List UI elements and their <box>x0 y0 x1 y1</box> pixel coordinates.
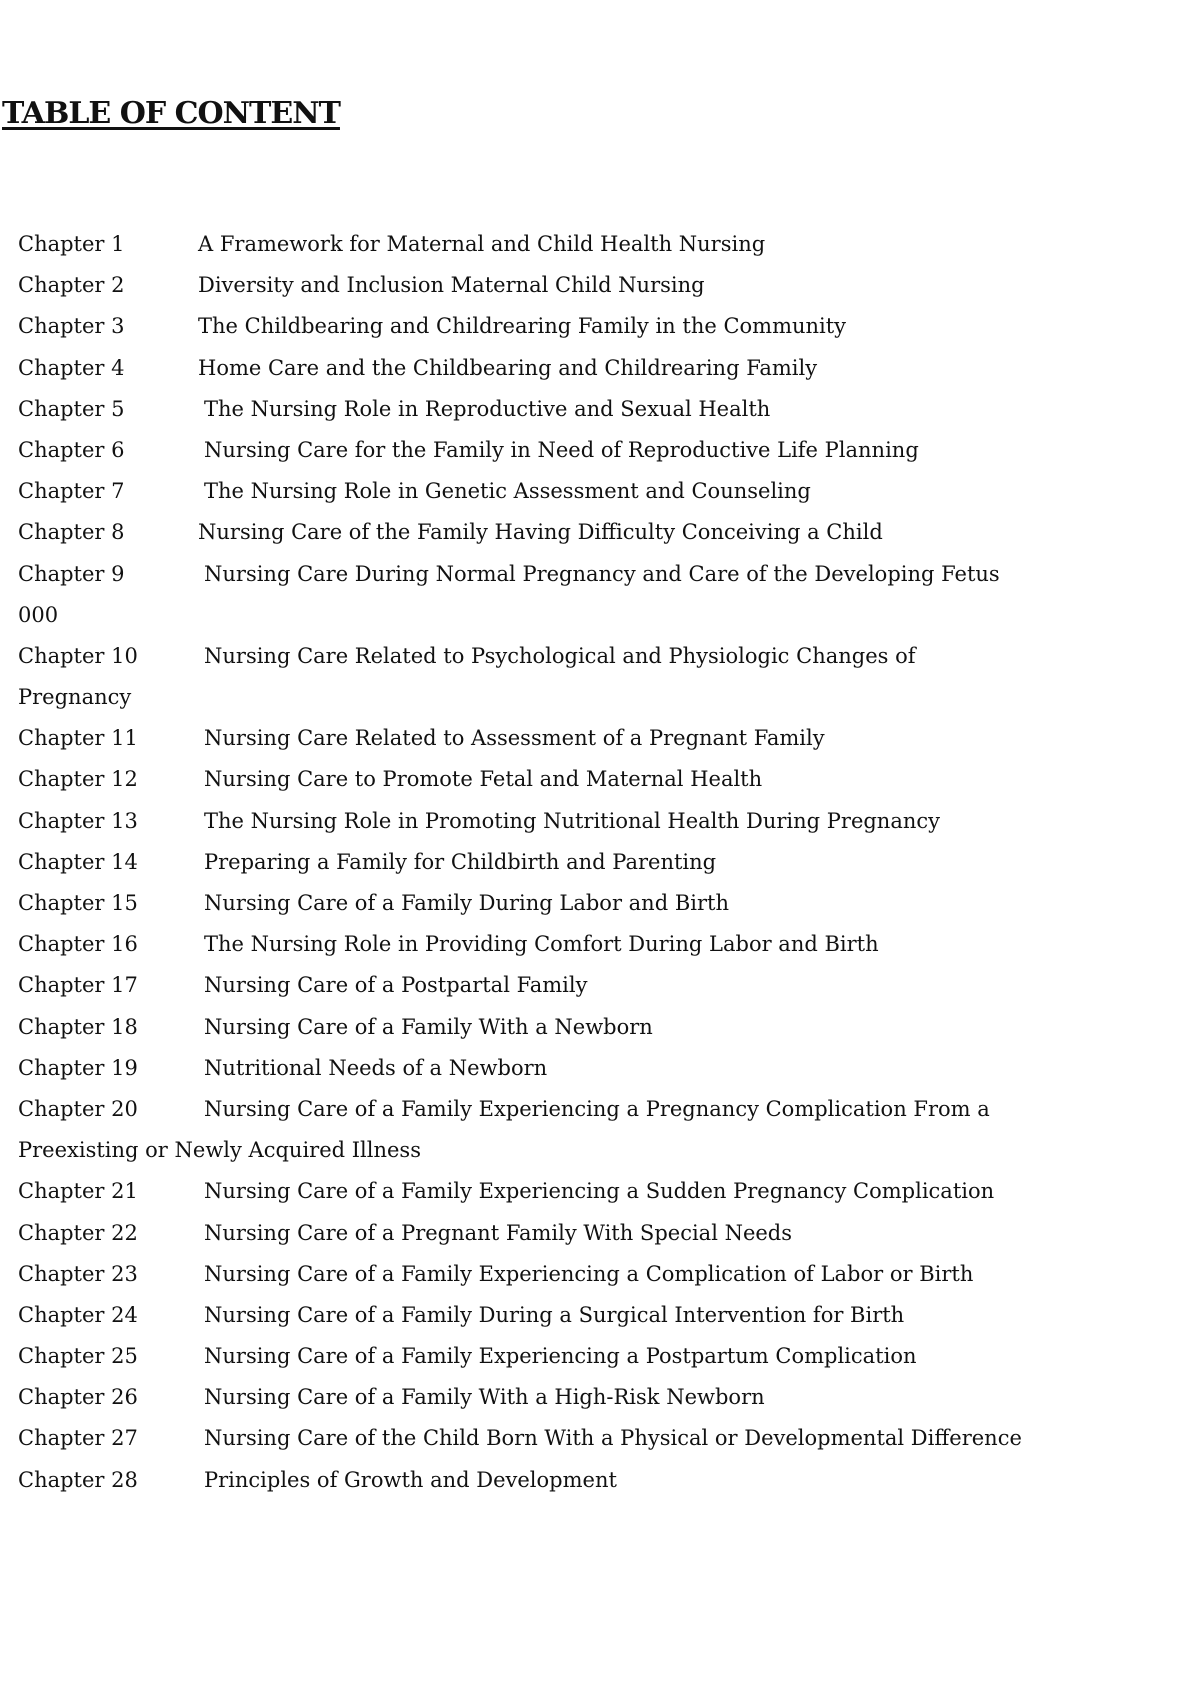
chapter-title: The Nursing Role in Genetic Assessment and Counseling <box>204 479 811 504</box>
chapter-title: Nursing Care of the Child Born With a Physical or Developmental Difference <box>204 1426 1022 1451</box>
chapter-number: Chapter 3 <box>18 314 125 339</box>
chapter-number: Chapter 27 <box>18 1426 138 1451</box>
toc-entry <box>18 1336 1168 1377</box>
chapter-title: The Nursing Role in Reproductive and Sexual Health <box>204 396 771 421</box>
toc-entry <box>18 1377 1168 1418</box>
chapter-number: Chapter 5 <box>18 396 125 421</box>
chapter-title: Nursing Care of a Family During Labor and Birth <box>204 891 729 915</box>
toc-entry <box>18 883 1168 924</box>
chapter-number: Chapter 10 <box>18 643 138 668</box>
chapter-title: Nursing Care Related to Psychological and Physiologic Changes of <box>204 643 916 668</box>
toc-entry <box>18 1089 1168 1130</box>
toc-entry <box>18 1418 1168 1459</box>
toc-entry <box>18 306 1168 347</box>
chapter-number: Chapter 12 <box>18 767 138 792</box>
toc-entry <box>18 265 1168 306</box>
toc-entry <box>18 924 1168 965</box>
chapter-title: Preparing a Family for Childbirth and Parenting <box>204 849 717 874</box>
chapter-number: Chapter 18 <box>18 1014 138 1039</box>
chapter-number: Chapter 25 <box>18 1344 138 1369</box>
chapter-title: Nursing Care of a Family Experiencing a Complication of Labor or Birth <box>204 1261 974 1286</box>
chapter-title: Nursing Care of a Family Experiencing a Pregnancy Complication From a <box>204 1096 990 1121</box>
chapter-title: Nursing Care During Normal Pregnancy and Care of the Developing Fetus <box>204 561 1000 586</box>
chapter-title: A Framework for Maternal and Child Health Nursing <box>198 232 766 256</box>
chapter-title: Nutritional Needs of a Newborn <box>204 1055 548 1080</box>
chapter-number: Chapter 11 <box>18 726 138 751</box>
chapter-number: Chapter 26 <box>18 1385 138 1410</box>
toc-entry <box>18 636 1168 677</box>
chapter-number: Chapter 9 <box>18 561 125 586</box>
toc-entry <box>18 1048 1168 1089</box>
chapter-title: Nursing Care of a Family With a High-Risk Newborn <box>204 1385 765 1410</box>
toc-entry <box>18 1213 1168 1254</box>
chapter-number: Chapter 2 <box>18 273 125 298</box>
chapter-number: Chapter 6 <box>18 437 125 462</box>
toc-entry <box>18 718 1168 759</box>
chapter-number: Chapter 8 <box>18 520 125 545</box>
toc-entry <box>18 1007 1168 1048</box>
chapter-title: Home Care and the Childbearing and Childrearing Family <box>198 355 818 380</box>
chapter-title: Nursing Care for the Family in Need of Reproductive Life Planning <box>204 437 919 462</box>
chapter-title: Nursing Care of a Family Experiencing a Sudden Pregnancy Complication <box>204 1179 995 1204</box>
toc-entry <box>18 801 1168 842</box>
chapter-title: Nursing Care of a Family During a Surgical Intervention for Birth <box>204 1302 905 1327</box>
toc-entry <box>18 1254 1168 1295</box>
chapter-title: Diversity and Inclusion Maternal Child Nursing <box>198 273 705 298</box>
toc-entry <box>18 224 1168 265</box>
chapter-title-continuation: Pregnancy <box>18 685 132 710</box>
chapter-title: Nursing Care Related to Assessment of a Pregnant Family <box>204 726 825 751</box>
toc-entry <box>18 759 1168 800</box>
chapter-title: Nursing Care of a Postpartal Family <box>204 973 588 998</box>
toc-entry <box>18 1295 1168 1336</box>
toc-entry <box>18 430 1168 471</box>
toc-entry <box>18 554 1168 595</box>
chapter-number: Chapter 28 <box>18 1467 138 1492</box>
toc-entry <box>18 512 1168 553</box>
toc-entry <box>18 389 1168 430</box>
chapter-number: Chapter 17 <box>18 973 138 998</box>
chapter-number: Chapter 20 <box>18 1096 138 1121</box>
toc-list <box>18 224 1168 1501</box>
chapter-number: Chapter 19 <box>18 1055 138 1080</box>
chapter-number: Chapter 21 <box>18 1179 138 1204</box>
toc-entry <box>18 348 1168 389</box>
chapter-title: Nursing Care of a Pregnant Family With Special Needs <box>204 1220 793 1245</box>
chapter-title: The Childbearing and Childrearing Family in the Community <box>198 314 847 339</box>
chapter-number: Chapter 23 <box>18 1261 138 1286</box>
toc-entry <box>18 842 1168 883</box>
chapter-number: Chapter 7 <box>18 479 125 504</box>
toc-entry <box>18 1171 1168 1212</box>
chapter-number: Chapter 14 <box>18 849 138 874</box>
toc-entry <box>18 471 1168 512</box>
chapter-number: Chapter 15 <box>18 891 138 915</box>
chapter-title: Principles of Growth and Development <box>204 1467 617 1492</box>
chapter-title: Nursing Care to Promote Fetal and Maternal Health <box>204 767 763 792</box>
toc-entry <box>18 965 1168 1006</box>
chapter-title-continuation: Preexisting or Newly Acquired Illness <box>18 1138 421 1163</box>
chapter-title-continuation: 000 <box>18 602 59 627</box>
toc-entry <box>18 1460 1168 1501</box>
chapter-number: Chapter 4 <box>18 355 125 380</box>
chapter-number: Chapter 13 <box>18 808 138 833</box>
chapter-title: The Nursing Role in Promoting Nutritional Health During Pregnancy <box>204 808 941 833</box>
toc-heading: TABLE OF CONTENT <box>2 96 340 131</box>
chapter-title: Nursing Care of a Family Experiencing a Postpartum Complication <box>204 1344 917 1369</box>
chapter-number: Chapter 16 <box>18 932 138 957</box>
chapter-number: Chapter 24 <box>18 1302 138 1327</box>
chapter-number: Chapter 22 <box>18 1220 138 1245</box>
chapter-title: Nursing Care of a Family With a Newborn <box>204 1014 653 1039</box>
chapter-number: Chapter 1 <box>18 232 125 256</box>
chapter-title: The Nursing Role in Providing Comfort During Labor and Birth <box>204 932 879 957</box>
chapter-title: Nursing Care of the Family Having Difficulty Conceiving a Child <box>198 520 883 545</box>
